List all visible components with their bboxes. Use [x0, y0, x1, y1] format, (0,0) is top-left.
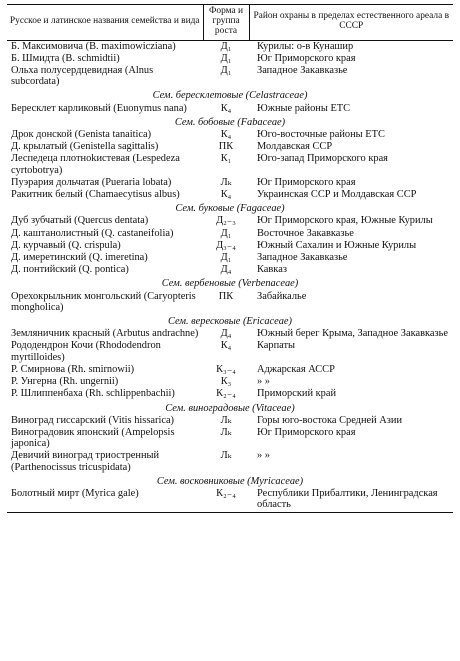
- growth-form-code: Д₁: [220, 227, 232, 239]
- growth-form-code: К₃: [220, 376, 232, 388]
- growth-form-code: Д₁: [220, 52, 232, 64]
- protection-range: Кавказ: [257, 264, 287, 276]
- family-heading-row: [7, 276, 453, 290]
- growth-form-code: К₄: [220, 189, 232, 201]
- species-row: [7, 177, 453, 189]
- protection-range: Аджарская АССР: [257, 363, 335, 375]
- protection-range: Украинская ССР и Молдавская ССР: [257, 189, 417, 201]
- protection-range: Южный берег Крыма, Западное Закавказье: [257, 328, 448, 340]
- species-name: Д. понтийский (Q. pontica): [11, 264, 129, 276]
- species-row: [7, 388, 453, 400]
- protection-range: Южный Сахалин и Южные Курилы: [257, 239, 417, 251]
- species-name: Рододендрон Кочи (Rhododendron myrtilloides): [11, 340, 161, 363]
- table-header-row: [7, 5, 453, 41]
- species-name: Ольха полусердцевидная (Alnus subcordata): [11, 65, 154, 88]
- species-row: [7, 291, 453, 314]
- growth-form-code: К₄: [220, 102, 232, 114]
- species-row: [7, 340, 453, 363]
- protection-range: » »: [257, 376, 270, 388]
- growth-form-code: К₂₋₄: [216, 388, 236, 400]
- species-name: Девичий виноград триостренный (Parthenocissus tricuspidata): [11, 450, 160, 473]
- protected-species-table: [7, 4, 453, 513]
- species-row: [7, 328, 453, 340]
- family-heading-row: [7, 201, 453, 215]
- header-growth-form: Форма и группа роста: [203, 5, 249, 41]
- species-row: [7, 228, 453, 240]
- species-name: Леспедеца плотноkистевая (Lespedeza cyrtobotrya): [11, 153, 180, 176]
- species-name: Б. Максимовича (B. maximowicziana): [11, 40, 176, 52]
- species-name: Виноградовик японский (Ampelopsis japonica): [11, 426, 175, 450]
- growth-form-code: К₄: [220, 129, 232, 141]
- family-heading: Сем. бобовые (Fabaceae): [174, 116, 286, 128]
- species-name: Дрок донской (Genista tanaitica): [11, 129, 152, 141]
- family-heading-row: [7, 115, 453, 129]
- species-name: Бересклет карликовый (Euonymus nana): [11, 102, 187, 114]
- protection-range: Юго-восточные районы ЕТС: [257, 129, 385, 141]
- species-row: [7, 65, 453, 88]
- protection-range: Забайкалье: [257, 290, 307, 302]
- protection-range: Юг Приморского края, Южные Курилы: [257, 215, 433, 227]
- table-body: [7, 40, 453, 513]
- protection-range: Карпаты: [257, 340, 296, 352]
- header-protection-range: Район охраны в пределах естественного ареала в СССР: [249, 5, 453, 41]
- protection-range: Юго-запад Приморского края: [257, 153, 388, 165]
- species-name: Р. Унгерна (Rh. ungernii): [11, 376, 119, 388]
- species-name: Д. имеретинский (Q. imeretina): [11, 252, 148, 264]
- growth-form-code: ПК: [218, 290, 234, 302]
- protection-range: Приморский край: [257, 388, 337, 400]
- family-heading-row: [7, 474, 453, 488]
- species-row: [7, 103, 453, 115]
- species-row: [7, 364, 453, 376]
- species-row: [7, 264, 453, 276]
- species-row: [7, 488, 453, 513]
- species-row: [7, 189, 453, 201]
- protection-range: Восточное Закавказье: [257, 227, 354, 239]
- growth-form-code: К₄: [220, 340, 232, 352]
- species-row: [7, 153, 453, 176]
- document-page: [7, 4, 453, 513]
- family-heading: Сем. вересковые (Ericaceae): [167, 316, 293, 328]
- species-name: Д. каштанолистный (Q. castaneifolia): [11, 227, 174, 239]
- protection-range: Западное Закавказье: [257, 252, 348, 264]
- species-name: Болотный мирт (Myrica gale): [7, 488, 203, 513]
- family-heading: Сем. бересклетовые (Celastraceae): [152, 90, 308, 102]
- species-name: Р. Шлиппенбаха (Rh. schlippenbachii): [11, 388, 175, 400]
- protection-range: Южные районы ЕТС: [257, 102, 351, 114]
- species-row: [7, 450, 453, 473]
- family-heading: Сем. восковниковые (Myricaceae): [156, 475, 304, 487]
- growth-form-code: Лₖ: [220, 414, 232, 426]
- growth-form-code: К₃₋₄: [216, 363, 236, 375]
- protection-range: Юг Приморского края: [257, 426, 356, 438]
- species-name: Р. Смирнова (Rh. smirnowii): [11, 363, 135, 375]
- species-name: Ракитник белый (Chamaecytisus albus): [11, 189, 180, 201]
- species-row: [7, 215, 453, 227]
- species-row: [7, 40, 453, 53]
- growth-form-code: Лₖ: [220, 450, 232, 462]
- family-heading-row: [7, 401, 453, 415]
- growth-form-code: Д₁: [220, 40, 232, 52]
- growth-form-code: Д₄: [220, 328, 232, 340]
- species-name: Д. крылатый (Genistella sagittalis): [11, 141, 159, 153]
- protection-range: Курилы: о-в Кунашир: [257, 40, 354, 52]
- species-row: [7, 141, 453, 153]
- growth-form-code: Д₁: [220, 65, 232, 77]
- protection-range: Республики Прибалтики, Ленинградская область: [249, 488, 453, 513]
- family-heading: Сем. вербеновые (Verbenaceae): [161, 278, 299, 290]
- family-heading: Сем. буковые (Fagaceae): [175, 203, 285, 215]
- growth-form-code: Лₖ: [220, 176, 232, 188]
- family-heading: Сем. виноградовые (Vitaceae): [165, 402, 295, 414]
- growth-form-code: Д₂₋₃: [216, 215, 236, 227]
- species-name: Б. Шмидта (B. schmidtii): [11, 52, 120, 64]
- family-heading-row: [7, 88, 453, 102]
- protection-range: » »: [257, 450, 270, 462]
- species-row: [7, 252, 453, 264]
- growth-form-code: Д₃₋₄: [216, 239, 236, 251]
- growth-form-code: Д₁: [220, 252, 232, 264]
- protection-range: Горы юго-востока Средней Азии: [257, 414, 403, 426]
- protection-range: Юг Приморского края: [257, 52, 356, 64]
- species-name: Земляничник красный (Arbutus andrachne): [11, 328, 199, 340]
- growth-form-code: ПК: [218, 141, 234, 153]
- header-names: Русское и латинское названия семейства и вида: [7, 5, 203, 41]
- species-row: [7, 53, 453, 65]
- species-name: Дуб зубчатый (Quercus dentata): [11, 215, 149, 227]
- species-row: [7, 376, 453, 388]
- growth-form-code: К₁: [220, 153, 232, 165]
- growth-form-code: Лₖ: [220, 426, 232, 438]
- species-row: [7, 415, 453, 427]
- species-row: [7, 240, 453, 252]
- species-name: Д. курчавый (Q. crispula): [11, 239, 121, 251]
- protection-range: Юг Приморского края: [257, 176, 356, 188]
- species-name: Орехокрыльник монгольский (Caryopteris mongholica): [11, 290, 196, 313]
- growth-form-code: К₂₋₄: [203, 488, 249, 513]
- species-name: Пуэрария дольчатая (Pueraria lobata): [11, 176, 172, 188]
- species-row: [7, 427, 453, 450]
- growth-form-code: Д₄: [220, 264, 232, 276]
- protection-range: Молдавская ССР: [257, 141, 333, 153]
- species-row: [7, 129, 453, 141]
- species-name: Виноград гиссарский (Vitis hissarica): [11, 414, 175, 426]
- protection-range: Западное Закавказье: [257, 65, 348, 77]
- family-heading-row: [7, 314, 453, 328]
